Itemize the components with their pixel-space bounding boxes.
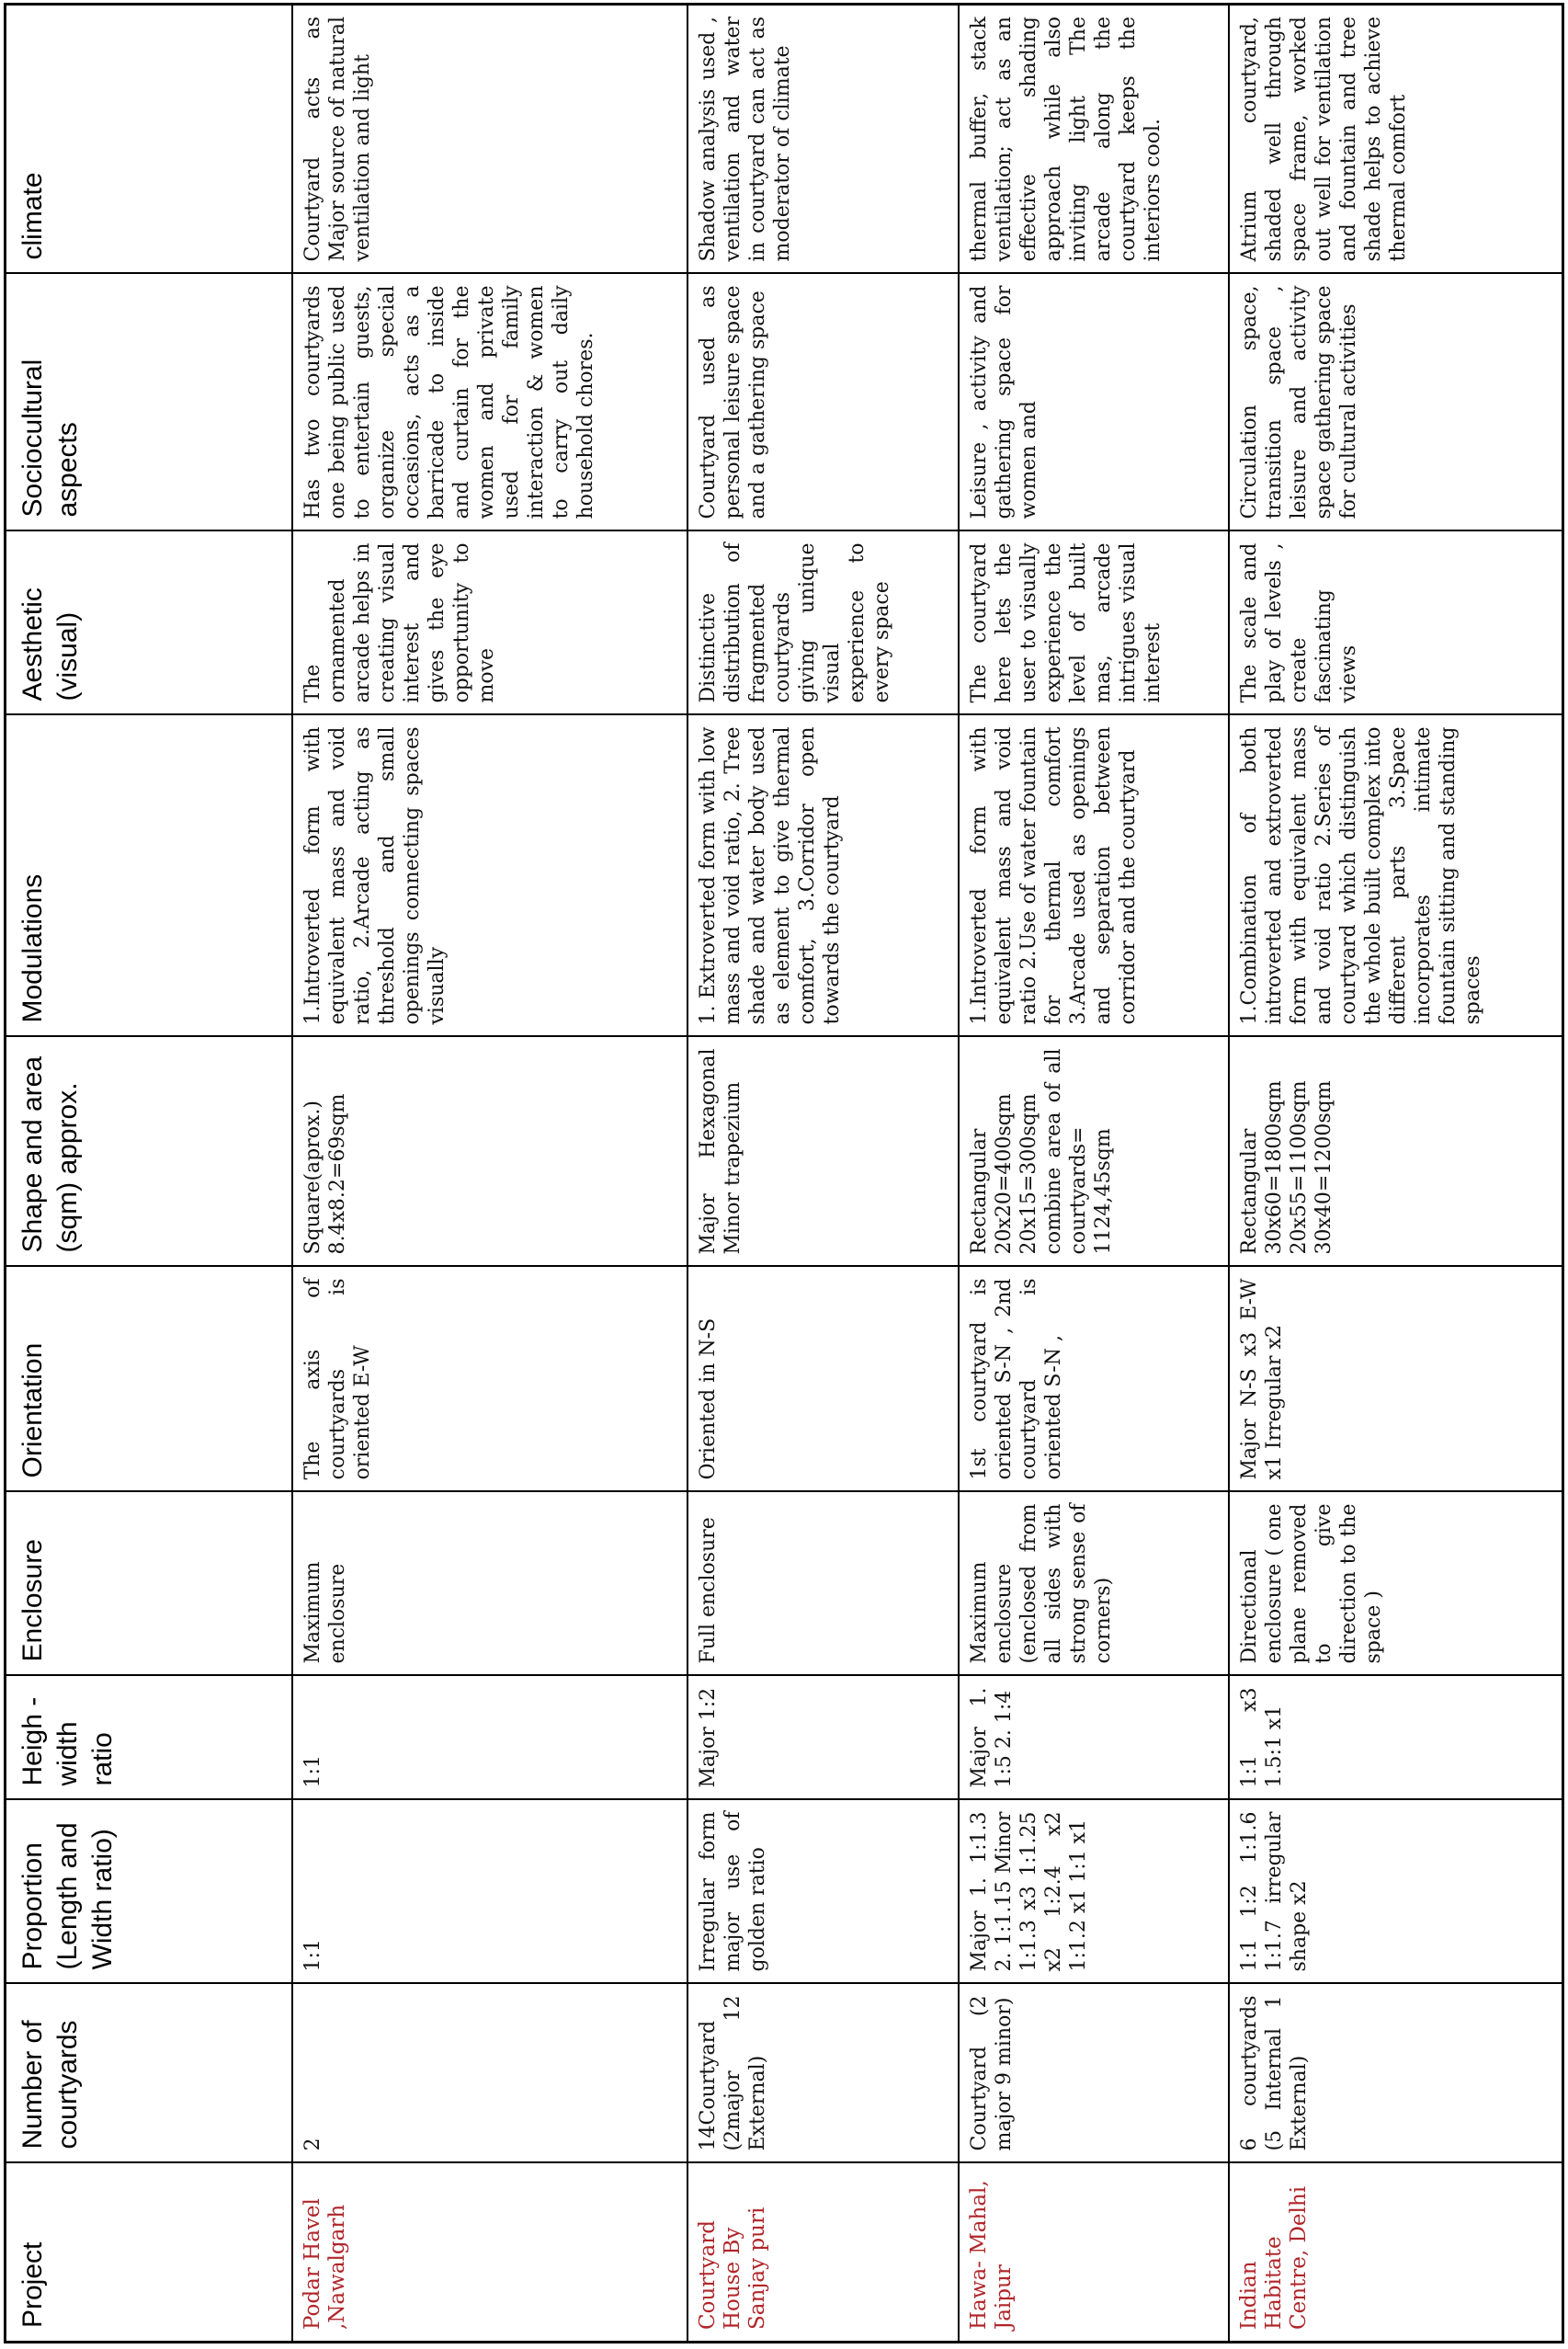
header-shape-area: Shape and area (sqm) approx.: [6, 1037, 293, 1267]
enclosure-cell: Directional enclosure ( one plane removed to give direction to the space ): [1229, 1492, 1562, 1676]
sociocultural-cell: Courtyard used as personal leisure space and a gathering space: [687, 274, 958, 531]
enclosure-cell: Full enclosure: [687, 1492, 958, 1676]
header-row: [6, 5, 293, 2343]
modulations-cell: 1.Introverted form with equivalent mass and void ratio, 2.Arcade acting as threshold and small openings connecting spaces visually: [292, 715, 687, 1037]
sociocultural-cell: Has two courtyards one being public used to entertain guests, organize special occasions, acts as a barricade to inside and curtain for the women and private used for family interaction & women to carry out daily household chores.: [292, 274, 687, 531]
number-cell: 14Courtyard (2major 12 External): [687, 1984, 958, 2163]
enclosure-cell: Maximum enclosure (enclosed from all sides with strong sense of corners): [959, 1492, 1229, 1676]
climate-cell: Shadow analysis used , ventilation and water in courtyard can act as moderator of climate: [687, 5, 958, 274]
header-number-of-courtyards: Number of courtyards: [6, 1984, 293, 2163]
header-proportion: Proportion (Length and Width ratio): [6, 1800, 293, 1984]
proportion-cell: Major 1. 1:1.3 2. 1:1.15 Minor 1:1.3 x3 1:1.25 x2 1:2.4 x2 1:1.2 x1 1:1 x1: [959, 1800, 1229, 1984]
proportion-cell: 1:1: [292, 1800, 687, 1984]
height-width-cell: 1:1: [292, 1676, 687, 1800]
height-width-cell: Major 1. 1:5 2. 1:4: [959, 1676, 1229, 1800]
number-cell: 6 courtyards (5 Internal 1 External): [1229, 1984, 1562, 2163]
shape-area-cell: Square(aprox.) 8.4x8.2=69sqm: [292, 1037, 687, 1267]
header-aesthetic: Aesthetic (visual): [6, 531, 293, 715]
enclosure-cell: Maximum enclosure: [292, 1492, 687, 1676]
header-height-width-ratio: Heigh - width ratio: [6, 1676, 293, 1800]
table-row: [687, 5, 958, 2343]
header-enclosure: Enclosure: [6, 1492, 293, 1676]
table-row: [959, 5, 1229, 2343]
header-sociocultural: Sociocultural aspects: [6, 274, 293, 531]
modulations-cell: 1. Extroverted form with low mass and void ratio, 2. Tree shade and water body used as element to give thermal comfort, 3.Corridor open towards the courtyard: [687, 715, 958, 1037]
courtyard-comparison-table: [4, 3, 1564, 2343]
project-name: Hawa- Mahal, Jaipur: [959, 2163, 1229, 2343]
shape-area-cell: Rectangular 20x20=400sqm 20x15=300sqm combine area of all courtyards= 1124,45sqm: [959, 1037, 1229, 1267]
header-modulations: Modulations: [6, 715, 293, 1037]
table-row: [292, 5, 687, 2343]
modulations-cell: 1.Combination of both introverted and extroverted form with equivalent mass and void ratio 2.Series of courtyard which distinguish the whole built complex into different parts 3.Space incorporates intimate fountain sitting and standing spaces: [1229, 715, 1562, 1037]
height-width-cell: Major 1:2: [687, 1676, 958, 1800]
shape-area-cell: Major Hexagonal Minor trapezium: [687, 1037, 958, 1267]
number-cell: 2: [292, 1984, 687, 2163]
sociocultural-cell: Circulation space, transition space , leisure and activity space gathering space for cultural activities: [1229, 274, 1562, 531]
header-orientation: Orientation: [6, 1267, 293, 1492]
proportion-cell: 1:1 1:2 1:1.6 1:1.7 irregular shape x2: [1229, 1800, 1562, 1984]
header-climate: climate: [6, 5, 293, 274]
header-project: Project: [6, 2163, 293, 2343]
aesthetic-cell: The ornamented arcade helps in creating visual interest and gives the eye opportunity to move: [292, 531, 687, 715]
orientation-cell: Oriented in N-S: [687, 1267, 958, 1492]
orientation-cell: 1st courtyard is oriented S-N , 2nd courtyard is oriented S-N ,: [959, 1267, 1229, 1492]
aesthetic-cell: The courtyard here lets the user to visually experience the level of built mas, arcade intrigues visual interest: [959, 531, 1229, 715]
proportion-cell: Irregular form major use of golden ratio: [687, 1800, 958, 1984]
sociocultural-cell: Leisure , activity and gathering space for women and: [959, 274, 1229, 531]
climate-cell: Courtyard acts as Major source of natural ventilation and light: [292, 5, 687, 274]
table-row: [1229, 5, 1562, 2343]
project-name: Indian Habitate Centre, Delhi: [1229, 2163, 1562, 2343]
orientation-cell: The axis of courtyards is oriented E-W: [292, 1267, 687, 1492]
climate-cell: thermal buffer, stack ventilation; act as an effective shading approach while also inviting light The arcade along the courtyard keeps the interiors cool.: [959, 5, 1229, 274]
shape-area-cell: Rectangular 30x60=1800sqm 20x55=1100sqm 30x40=1200sqm: [1229, 1037, 1562, 1267]
height-width-cell: 1:1 x3 1.5:1 x1: [1229, 1676, 1562, 1800]
orientation-cell: Major N-S x3 E-W x1 Irregular x2: [1229, 1267, 1562, 1492]
project-name: Courtyard House By Sanjay puri: [687, 2163, 958, 2343]
number-cell: Courtyard (2 major 9 minor): [959, 1984, 1229, 2163]
climate-cell: Atrium courtyard, shaded well through space frame, worked out well for ventilation and fountain and tree shade helps to achieve thermal comfort: [1229, 5, 1562, 274]
project-name: Podar Havel ,Nawalgarh: [292, 2163, 687, 2343]
aesthetic-cell: Distinctive distribution of fragmented courtyards giving unique visual experience to every space: [687, 531, 958, 715]
modulations-cell: 1.Introverted form with equivalent mass and void ratio 2.Use of water fountain for thermal comfort 3.Arcade used as openings and separation between corridor and the courtyard: [959, 715, 1229, 1037]
aesthetic-cell: The scale and play of levels , create fascinating views: [1229, 531, 1562, 715]
